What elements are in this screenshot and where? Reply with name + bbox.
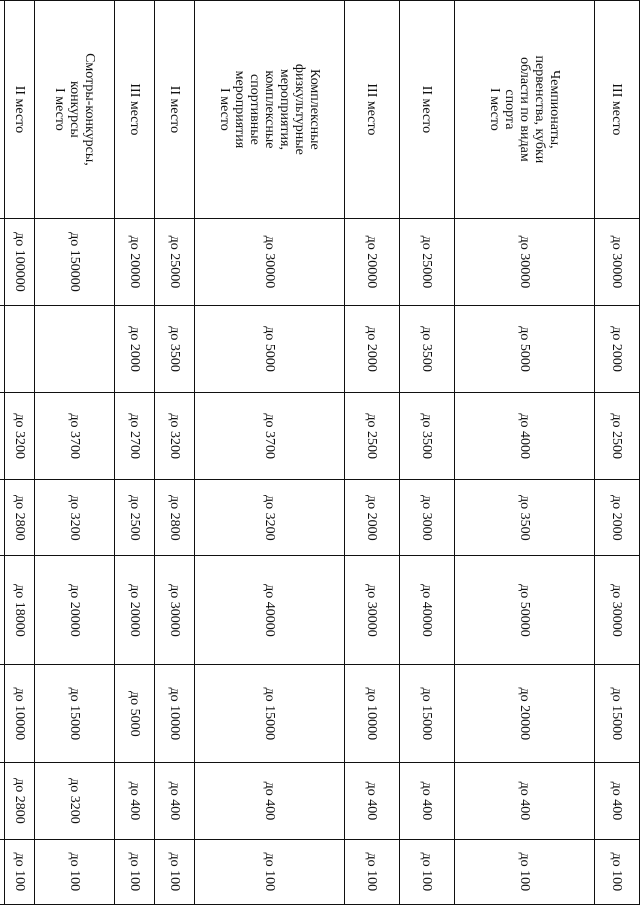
- value-cell: до 100: [115, 839, 155, 904]
- value-cell: до 2800: [5, 763, 35, 839]
- value-cell: до 30000: [455, 218, 595, 305]
- table-row: [195, 1, 345, 905]
- value-cell: до 15000: [35, 665, 115, 763]
- value-cell: до 5000: [455, 305, 595, 392]
- value-cell: до 10000: [5, 665, 35, 763]
- value-cell: до 3200: [155, 393, 195, 480]
- value-cell: до 2000: [595, 480, 640, 556]
- table-row: [0, 1, 5, 905]
- value-cell: до 2700: [115, 393, 155, 480]
- value-cell: до 100: [155, 839, 195, 904]
- value-cell: до 30000: [595, 218, 640, 305]
- value-cell: до 30000: [155, 556, 195, 665]
- value-cell: до 30000: [345, 556, 400, 665]
- value-cell: до 100: [345, 839, 400, 904]
- value-cell: до 2800: [155, 480, 195, 556]
- table-row: [5, 1, 35, 905]
- value-cell: до 100: [195, 839, 345, 904]
- value-cell: до 3500: [400, 393, 455, 480]
- value-cell: до 10000: [345, 665, 400, 763]
- value-cell: до 400: [115, 763, 155, 839]
- value-cell: до 100000: [5, 218, 35, 305]
- value-cell: до 100: [595, 839, 640, 904]
- value-cell: до 30000: [595, 556, 640, 665]
- value-cell: до 30000: [195, 218, 345, 305]
- value-cell: до 25000: [155, 218, 195, 305]
- value-cell: до 4000: [455, 393, 595, 480]
- value-cell: до 2500: [595, 393, 640, 480]
- table-row: [155, 1, 195, 905]
- value-cell: до 3500: [455, 480, 595, 556]
- row-label: II место: [5, 1, 35, 219]
- row-label: II место: [400, 1, 455, 219]
- row-label: [0, 1, 5, 219]
- value-cell: до 3000: [400, 480, 455, 556]
- row-label: III место: [595, 1, 640, 219]
- value-cell: до 2500: [345, 393, 400, 480]
- value-cell: до 5000: [115, 665, 155, 763]
- value-cell: до 15000: [400, 665, 455, 763]
- row-label: III место: [115, 1, 155, 219]
- value-cell: до 3200: [35, 763, 115, 839]
- value-cell: до 18000: [5, 556, 35, 665]
- value-cell: до 25000: [400, 218, 455, 305]
- value-cell: [5, 305, 35, 392]
- value-cell: [0, 839, 5, 904]
- value-cell: до 50000: [455, 556, 595, 665]
- value-cell: до 100: [400, 839, 455, 904]
- value-cell: до 2000: [345, 305, 400, 392]
- value-cell: до 40000: [195, 556, 345, 665]
- value-cell: до 20000: [345, 218, 400, 305]
- table-row: [115, 1, 155, 905]
- value-cell: до 2000: [595, 305, 640, 392]
- value-cell: до 400: [400, 763, 455, 839]
- value-cell: до 2000: [115, 305, 155, 392]
- value-cell: до 3200: [195, 480, 345, 556]
- value-cell: до 15000: [195, 665, 345, 763]
- value-cell: до 40000: [400, 556, 455, 665]
- value-cell: до 400: [345, 763, 400, 839]
- value-cell: до 2800: [5, 480, 35, 556]
- value-cell: [0, 665, 5, 763]
- value-cell: до 400: [595, 763, 640, 839]
- value-cell: до 2000: [345, 480, 400, 556]
- row-label: Комплексные физкультурные мероприятия, комплексные спортивные мероприятия I место: [195, 1, 345, 219]
- table-row: [35, 1, 115, 905]
- value-cell: до 3500: [155, 305, 195, 392]
- value-cell: до 400: [155, 763, 195, 839]
- value-cell: до 3200: [5, 393, 35, 480]
- row-label: III место: [345, 1, 400, 219]
- value-cell: до 20000: [455, 665, 595, 763]
- value-cell: до 10000: [155, 665, 195, 763]
- value-cell: до 100: [455, 839, 595, 904]
- value-cell: [0, 480, 5, 556]
- table-row: [400, 1, 455, 905]
- value-cell: до 400: [195, 763, 345, 839]
- value-cell: до 150000: [35, 218, 115, 305]
- table-row: [455, 1, 595, 905]
- value-cell: до 20000: [35, 556, 115, 665]
- value-cell: [0, 763, 5, 839]
- value-cell: [35, 305, 115, 392]
- value-cell: [0, 556, 5, 665]
- value-cell: до 20000: [115, 556, 155, 665]
- value-cell: [0, 218, 5, 305]
- value-cell: до 100: [5, 839, 35, 904]
- value-cell: до 2500: [115, 480, 155, 556]
- table-row: [345, 1, 400, 905]
- value-cell: до 400: [455, 763, 595, 839]
- row-label: Чемпионаты, первенства, кубки области по видам спорта I место: [455, 1, 595, 219]
- table-row: [595, 1, 640, 905]
- value-cell: до 3200: [35, 480, 115, 556]
- value-cell: до 3500: [400, 305, 455, 392]
- value-cell: до 3700: [35, 393, 115, 480]
- value-cell: до 3700: [195, 393, 345, 480]
- value-cell: до 15000: [595, 665, 640, 763]
- value-cell: до 100: [35, 839, 115, 904]
- value-cell: [0, 305, 5, 392]
- value-cell: до 20000: [115, 218, 155, 305]
- row-label: Смотры-конкурсы, конкурсы I место: [35, 1, 115, 219]
- value-cell: [0, 393, 5, 480]
- value-cell: до 5000: [195, 305, 345, 392]
- row-label: II место: [155, 1, 195, 219]
